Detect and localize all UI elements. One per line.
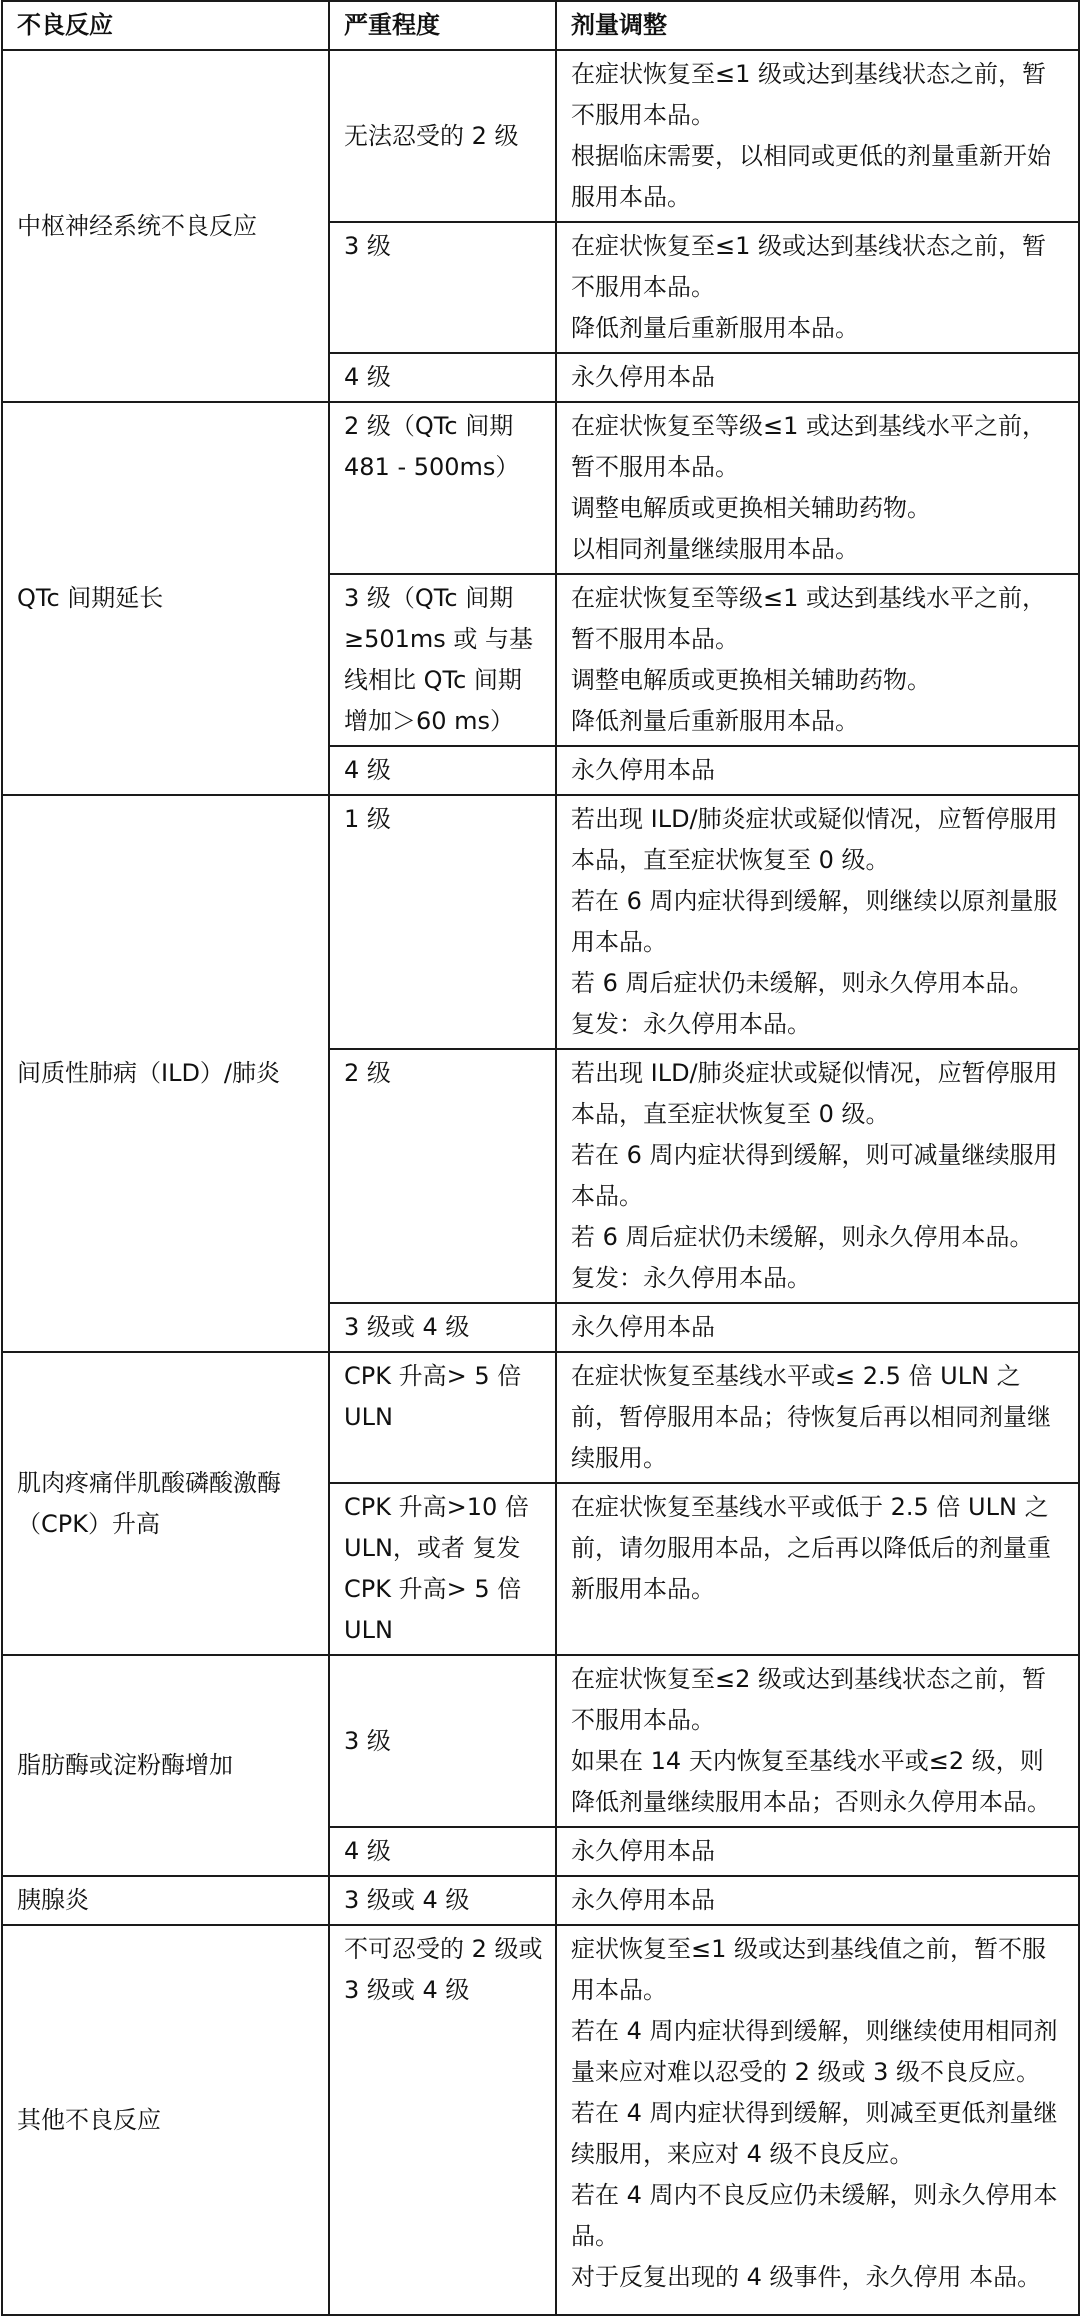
table-row <box>2 1925 1079 2315</box>
adjustment-line: 若在 6 周内症状得到缓解，则继续以原剂量服用本品。 <box>571 887 1058 956</box>
severity-cell: 2 级 <box>329 1049 556 1303</box>
dose-adjustment-cell <box>556 222 1079 353</box>
adjustment-line: 降低剂量后重新服用本品。 <box>571 314 859 342</box>
severity-cell: 4 级 <box>329 353 556 402</box>
severity-cell: 4 级 <box>329 1827 556 1876</box>
table-body <box>2 50 1079 2315</box>
dose-adjustment-cell <box>556 574 1079 746</box>
adverse-reaction-cell: 间质性肺病（ILD）/肺炎 <box>2 795 329 1352</box>
dose-adjustment-cell <box>556 795 1079 1049</box>
adjustment-line: 在症状恢复至≤1 级或达到基线状态之前，暂不服用本品。 <box>571 232 1047 301</box>
adjustment-line: 复发：永久停用本品。 <box>571 1010 811 1038</box>
dose-adjustment-cell <box>556 1925 1079 2315</box>
severity-cell: 不可忍受的 2 级或 3 级或 4 级 <box>329 1925 556 2315</box>
adverse-reaction-cell: 脂肪酶或淀粉酶增加 <box>2 1655 329 1876</box>
adjustment-line: 永久停用本品 <box>571 756 715 784</box>
dose-adjustment-cell <box>556 1655 1079 1827</box>
adjustment-line: 如果在 14 天内恢复至基线水平或≤2 级，则降低剂量继续服用本品；否则永久停用本品。 <box>571 1747 1051 1816</box>
adjustment-line: 调整电解质或更换相关辅助药物。 <box>571 666 931 694</box>
table-row <box>2 795 1079 1049</box>
header-severity: 严重程度 <box>329 1 556 50</box>
dose-adjustment-cell <box>556 353 1079 402</box>
adjustment-line: 永久停用本品 <box>571 363 715 391</box>
adverse-reaction-cell: 胰腺炎 <box>2 1876 329 1925</box>
adjustment-line: 根据临床需要，以相同或更低的剂量重新开始服用本品。 <box>571 142 1051 211</box>
severity-cell: CPK 升高> 5 倍 ULN <box>329 1352 556 1483</box>
dose-adjustment-cell <box>556 1876 1079 1925</box>
adjustment-line: 永久停用本品 <box>571 1837 715 1865</box>
dose-adjustment-cell <box>556 1827 1079 1876</box>
severity-cell: 3 级 <box>329 222 556 353</box>
adverse-reaction-cell: 其他不良反应 <box>2 1925 329 2315</box>
dose-adjustment-cell <box>556 1483 1079 1655</box>
dose-adjustment-cell <box>556 50 1079 222</box>
adjustment-line: 症状恢复至≤1 级或达到基线值之前，暂不服用本品。 <box>571 1935 1047 2004</box>
dose-adjustment-cell <box>556 746 1079 795</box>
adjustment-line: 若出现 ILD/肺炎症状或疑似情况，应暂停服用本品，直至症状恢复至 0 级。 <box>571 805 1058 874</box>
adverse-reaction-cell: 中枢神经系统不良反应 <box>2 50 329 402</box>
adjustment-line: 以相同剂量继续服用本品。 <box>571 535 859 563</box>
table-row <box>2 1352 1079 1483</box>
adjustment-line: 在症状恢复至基线水平或低于 2.5 倍 ULN 之前，请勿服用本品，之后再以降低后的剂量重新服用本品。 <box>571 1493 1051 1603</box>
adjustment-line: 在症状恢复至≤1 级或达到基线状态之前，暂不服用本品。 <box>571 60 1047 129</box>
table-row <box>2 1876 1079 1925</box>
adjustment-line: 复发：永久停用本品。 <box>571 1264 811 1292</box>
header-reaction: 不良反应 <box>2 1 329 50</box>
dose-adjustment-table <box>1 0 1080 2316</box>
adjustment-line: 在症状恢复至基线水平或≤ 2.5 倍 ULN 之前，暂停服用本品；待恢复后再以相同剂量继续服用。 <box>571 1362 1051 1472</box>
dose-adjustment-cell <box>556 1303 1079 1352</box>
adjustment-line: 在症状恢复至等级≤1 或达到基线水平之前，暂不服用本品。 <box>571 412 1047 481</box>
table-row <box>2 402 1079 574</box>
adjustment-line: 对于反复出现的 4 级事件，永久停用 本品。 <box>571 2263 1042 2291</box>
severity-cell: 4 级 <box>329 746 556 795</box>
adjustment-line: 若在 4 周内症状得到缓解，则减至更低剂量继续服用，来应对 4 级不良反应。 <box>571 2099 1058 2168</box>
header-adjustment: 剂量调整 <box>556 1 1079 50</box>
severity-cell: 3 级或 4 级 <box>329 1303 556 1352</box>
adjustment-line: 若出现 ILD/肺炎症状或疑似情况，应暂停服用本品，直至症状恢复至 0 级。 <box>571 1059 1058 1128</box>
header-row <box>2 1 1079 50</box>
adverse-reaction-cell: QTc 间期延长 <box>2 402 329 795</box>
severity-cell: 1 级 <box>329 795 556 1049</box>
table-row <box>2 50 1079 222</box>
severity-cell: 3 级 <box>329 1655 556 1827</box>
adjustment-line: 永久停用本品 <box>571 1313 715 1341</box>
adjustment-line: 调整电解质或更换相关辅助药物。 <box>571 494 931 522</box>
dose-adjustment-cell <box>556 1352 1079 1483</box>
severity-cell: 3 级或 4 级 <box>329 1876 556 1925</box>
adjustment-line: 若在 4 周内不良反应仍未缓解，则永久停用本品。 <box>571 2181 1058 2250</box>
adjustment-line: 在症状恢复至等级≤1 或达到基线水平之前，暂不服用本品。 <box>571 584 1047 653</box>
severity-cell: 3 级（QTc 间期≥501ms 或 与基线相比 QTc 间期增加＞60 ms） <box>329 574 556 746</box>
adjustment-line: 在症状恢复至≤2 级或达到基线状态之前，暂不服用本品。 <box>571 1665 1047 1734</box>
adjustment-line: 降低剂量后重新服用本品。 <box>571 707 859 735</box>
adjustment-line: 若 6 周后症状仍未缓解，则永久停用本品。 <box>571 969 1034 997</box>
dose-adjustment-cell <box>556 1049 1079 1303</box>
adjustment-line: 永久停用本品 <box>571 1886 715 1914</box>
adjustment-line: 若 6 周后症状仍未缓解，则永久停用本品。 <box>571 1223 1034 1251</box>
adjustment-line: 若在 4 周内症状得到缓解，则继续使用相同剂量来应对难以忍受的 2 级或 3 级不良反应。 <box>571 2017 1058 2086</box>
severity-cell: 2 级（QTc 间期 481 - 500ms） <box>329 402 556 574</box>
severity-cell: 无法忍受的 2 级 <box>329 50 556 222</box>
dose-adjustment-cell <box>556 402 1079 574</box>
table-row <box>2 1655 1079 1827</box>
adverse-reaction-cell: 肌肉疼痛伴肌酸磷酸激酶（CPK）升高 <box>2 1352 329 1655</box>
severity-cell: CPK 升高>10 倍 ULN，或者 复发 CPK 升高> 5 倍 ULN <box>329 1483 556 1655</box>
adjustment-line: 若在 6 周内症状得到缓解，则可减量继续服用本品。 <box>571 1141 1058 1210</box>
